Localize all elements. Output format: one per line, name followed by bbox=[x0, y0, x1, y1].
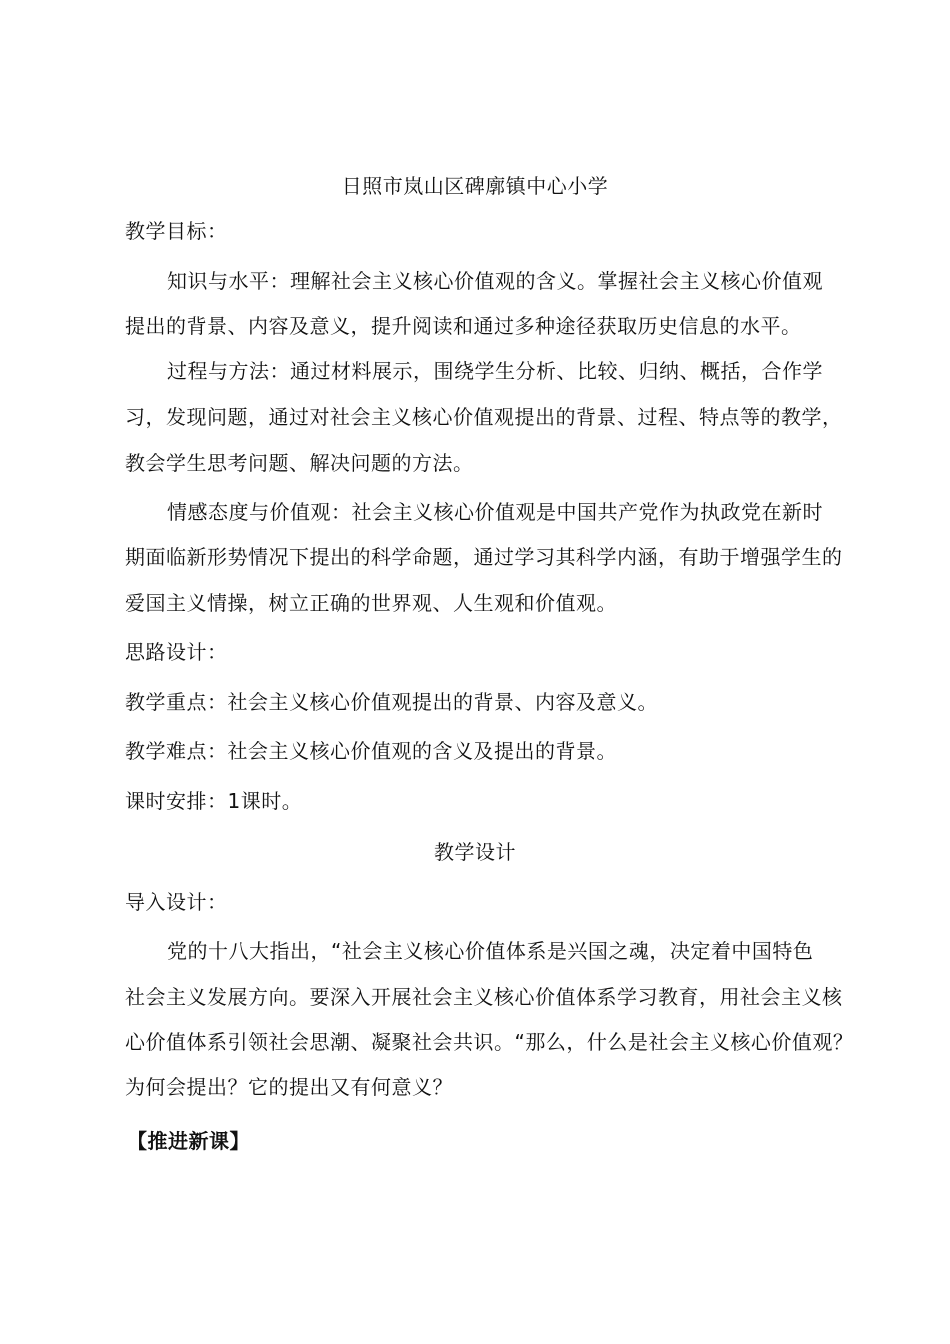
new-lesson-heading: 【推进新课】 bbox=[127, 1129, 250, 1153]
intro-line-2: 社会主义发展方向。要深入开展社会主义核心价值体系学习教育，用社会主义核 bbox=[125, 985, 843, 1009]
process-line-3: 教会学生思考问题、解决问题的方法。 bbox=[125, 451, 474, 475]
schedule: 课时安排：1课时。 bbox=[125, 789, 303, 813]
intro-heading: 导入设计： bbox=[125, 890, 228, 914]
knowledge-line-1: 知识与水平：理解社会主义核心价值观的含义。掌握社会主义核心价值观 bbox=[167, 269, 823, 293]
teaching-design-title: 教学设计 bbox=[434, 840, 516, 864]
objectives-heading: 教学目标： bbox=[125, 219, 228, 243]
process-line-2: 习，发现问题，通过对社会主义核心价值观提出的背景、过程、特点等的教学， bbox=[125, 405, 843, 429]
intro-line-3: 心价值体系引领社会思潮、凝聚社会共识。“那么，什么是社会主义核心价值观？ bbox=[125, 1030, 854, 1054]
intro-line-1: 党的十八大指出，“社会主义核心价值体系是兴国之魂，决定着中国特色 bbox=[167, 939, 814, 963]
intro-line-4: 为何会提出？它的提出又有何意义？ bbox=[125, 1075, 453, 1099]
emotion-line-1: 情感态度与价值观：社会主义核心价值观是中国共产党作为执政党在新时 bbox=[167, 500, 823, 524]
key-point: 教学重点：社会主义核心价值观提出的背景、内容及意义。 bbox=[125, 690, 658, 714]
design-heading: 思路设计： bbox=[125, 640, 228, 664]
emotion-line-3: 爱国主义情操，树立正确的世界观、人生观和价值观。 bbox=[125, 591, 617, 615]
knowledge-line-2: 提出的背景、内容及意义，提升阅读和通过多种途径获取历史信息的水平。 bbox=[125, 314, 802, 338]
process-line-1: 过程与方法：通过材料展示，围绕学生分析、比较、归纳、概括，合作学 bbox=[167, 359, 823, 383]
difficulty: 教学难点：社会主义核心价值观的含义及提出的背景。 bbox=[125, 739, 617, 763]
emotion-line-2: 期面临新形势情况下提出的科学命题，通过学习其科学内涵，有助于增强学生的 bbox=[125, 545, 843, 569]
school-title: 日照市岚山区碑廓镇中心小学 bbox=[341, 174, 609, 198]
